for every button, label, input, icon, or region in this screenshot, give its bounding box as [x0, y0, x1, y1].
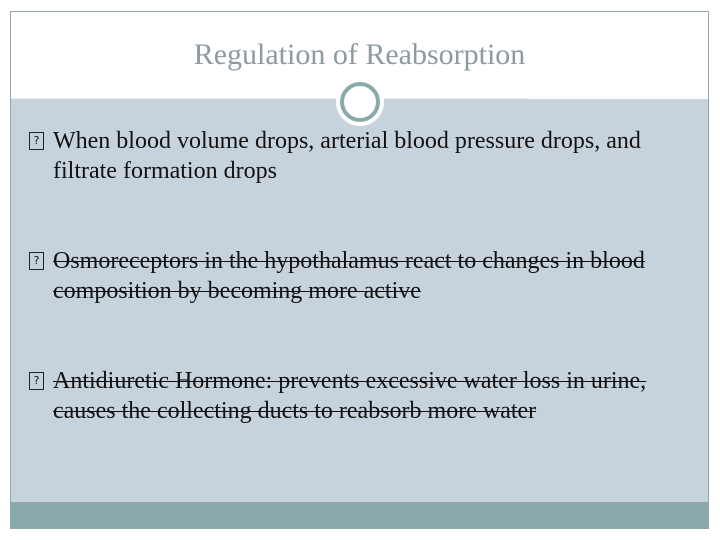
- slide: [10, 11, 709, 529]
- bullet-text: When blood volume drops, arterial blood pressure drops, and filtrate formation drops: [53, 128, 641, 184]
- bullet-text: Antidiuretic Hormone: prevents excessive water loss in urine, causes the collecting ducts to reabsorb more water: [53, 368, 647, 424]
- bullet-glyph-icon: ?: [29, 252, 44, 270]
- bullet-glyph-icon: ?: [29, 372, 44, 390]
- circle-ring-icon: [340, 82, 380, 122]
- bullet-list: [33, 126, 693, 486]
- slide-title: Regulation of Reabsorption: [193, 38, 526, 71]
- bullet-item-antidiuretic-hormone: [33, 366, 693, 426]
- bullet-glyph-icon: ?: [29, 132, 44, 150]
- bullet-text: Osmoreceptors in the hypothalamus react to changes in blood composition by becoming more active: [53, 248, 645, 304]
- footer-bar: [11, 502, 708, 528]
- bullet-item-osmoreceptors: [33, 246, 693, 306]
- bullet-item-blood-volume: [33, 126, 693, 186]
